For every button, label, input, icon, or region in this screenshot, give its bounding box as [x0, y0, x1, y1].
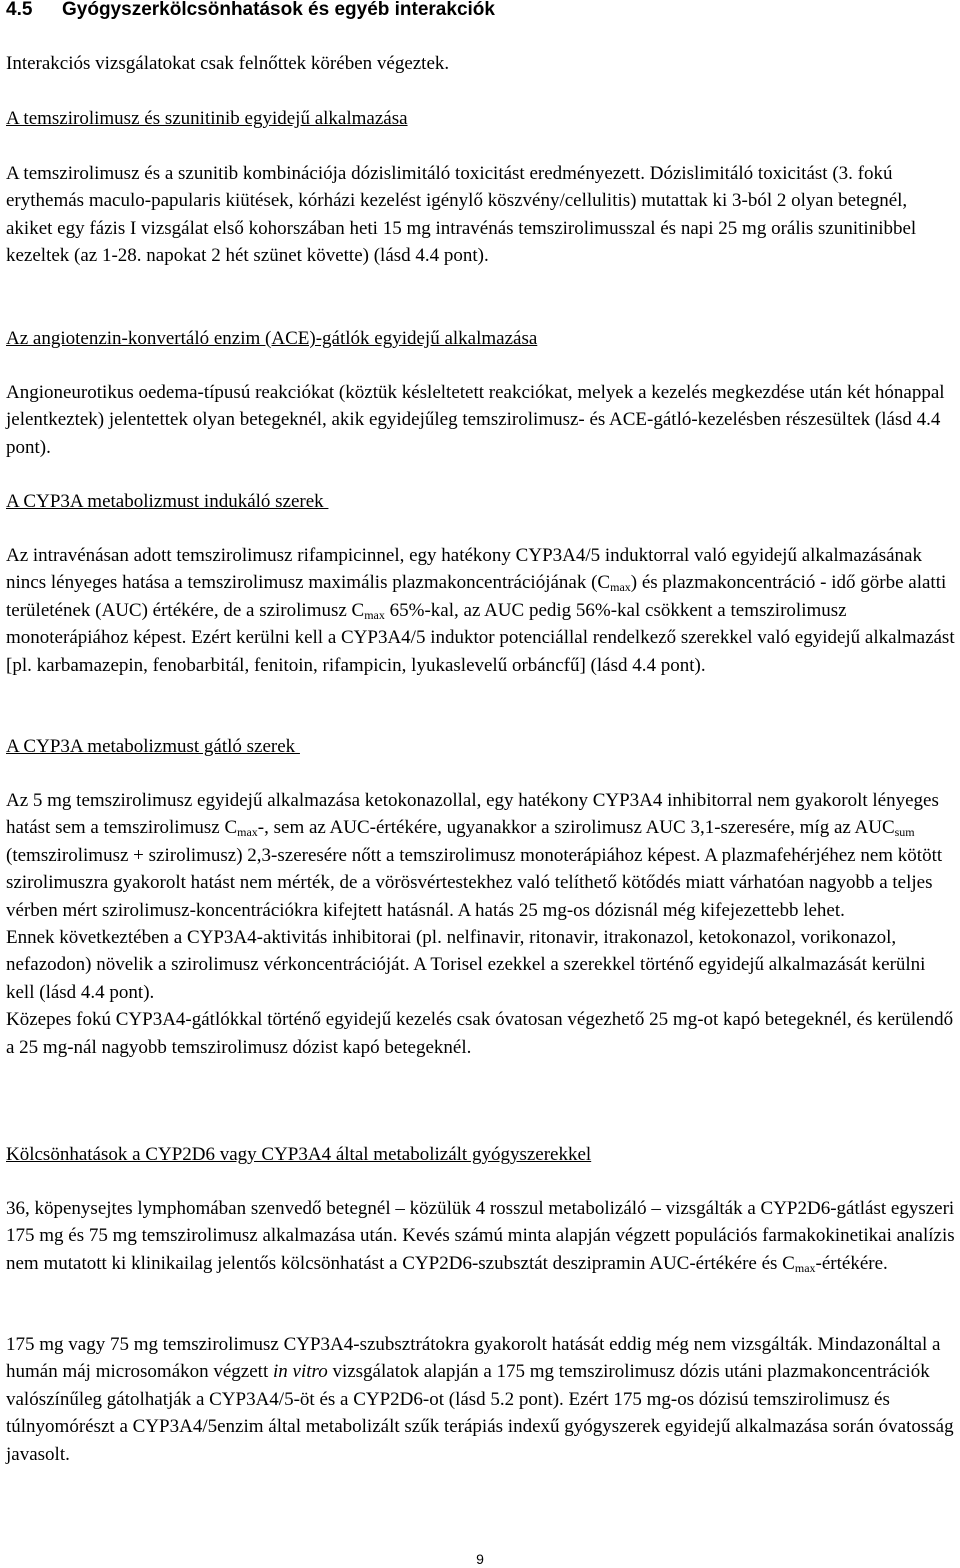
inhibitors-text-d: Ennek következtében a CYP3A4-aktivitás inhibitorai (pl. nelfinavir, ritonavir, itrakonazol, ketokonazol, vorikonazol, nefazodon) növelik a szirolimusz vérkoncentrációját. A Torisel ezekkel a szerekkel történő egyidejű alkalmazását kerülni kell (lásd 4.4 pont). — [6, 927, 926, 1003]
inhibitors-text-b: -, sem az AUC-értékére, ugyanakkor a szirolimusz AUC 3,1-szeresére, míg az AUC — [257, 817, 895, 839]
inhibitors-text-a: Az 5 mg temszirolimusz egyidejű alkalmazása ketokonazollal, egy hatékony CYP3A4 inhibitorral nem gyakorolt lényeges hatást sem a temszirolimusz C — [6, 790, 939, 839]
inhibitors-text-e: Közepes fokú CYP3A4-gátlókkal történő egyidejű kezelés csak óvatosan végezhető 25 mg-ot kapó betegeknél, és kerülendő a 25 mg-nál nagyobb temszirolimusz dózist kapó betegeknél. — [6, 1009, 954, 1058]
sunitinib-paragraph — [6, 160, 956, 270]
cyp2d6-paragraph-2 — [6, 1331, 956, 1468]
inhibitors-text-c: (temszirolimusz + szirolimusz) 2,3-szeresére nőtt a temszirolimusz monoterápiához képest. A plazmafehérjéhez nem kötött szirolimuszra gyakorolt hatást nem mérték, de a vörösvértestekhez való telíthető kötődés miatt várhatóan nagyobb a teljes vérben mért szirolimusz-koncentrációkra kifejtett hatásnál. A hatás 25 mg-os dózisnál még kifejezettebb lehet. — [6, 844, 943, 921]
page-number: 9 — [476, 1551, 484, 1567]
sunitinib-text: A temszirolimusz és a szunitib kombinációja dózislimitáló toxicitást eredményezett. Dózislimitáló toxicitást (3. fokú erythemás maculo-papularis kiütések, kórházi kezelést igénylő köszvény/cellulitis) mutattak ki 3-ból 2 olyan betegnél, akiket egy fázis I vizsgálat első kohorszában heti 15 mg intravénás temszirolimusszal és napi 25 mg orális szunitinibbel kezeltek (az 1-28. napokat 2 hét szünet követte) (lásd 4.4 pont). — [6, 163, 917, 267]
subscript-max: max — [364, 607, 385, 622]
ace-heading: Az angiotenzin-konvertáló enzim (ACE)-gátlók egyidejű alkalmazása — [6, 328, 538, 349]
subscript-max: max — [610, 580, 631, 595]
cyp2d6-text-a: 36, köpenysejtes lymphomában szenvedő betegnél – közülük 4 rosszul metabolizáló – vizsgálták a CYP2D6-gátlást egyszeri 175 mg és 75 mg temszirolimusz alkalmazása után. Kevés számú minta alapján végzett populációs farmakokinetikai analízis nem mutatott ki klinikailag jelentős kölcsönhatást a CYP2D6-szubsztát deszipramin AUC-értékére és C — [6, 1198, 955, 1274]
in-vitro-italic: in vitro — [272, 1361, 328, 1383]
inducers-paragraph — [6, 542, 956, 679]
subscript-max: max — [237, 825, 258, 840]
section-title: Gyógyszerkölcsönhatások és egyéb interakciók — [62, 0, 495, 20]
subscript-sum: sum — [894, 825, 915, 840]
section-number: 4.5 — [6, 0, 33, 20]
inducers-text-a: Az intravénásan adott temszirolimusz rifampicinnel, egy hatékony CYP3A4/5 induktorral való egyidejű alkalmazásának nincs lényeges hatása a temszirolimusz maximális plazmakoncentrációjának (C — [6, 545, 922, 594]
cyp2d6-paragraph-1 — [6, 1195, 956, 1277]
section-heading — [6, 0, 495, 23]
inducers-text-b: ) és plazmakoncentráció - idő görbe alatti területének (AUC) értékére, de a szirolimusz C — [6, 572, 947, 621]
sunitinib-heading: A temszirolimusz és szunitinib egyidejű alkalmazása — [6, 108, 408, 129]
inhibitors-heading: A CYP3A metabolizmust gátló szerek — [6, 736, 300, 757]
cyp2d6-text-b: -értékére. — [815, 1252, 888, 1274]
inducers-text-c: 65%-kal, az AUC pedig 56%-kal csökkent a temszirolimusz monoterápiához képest. Ezért kerülni kell a CYP3A4/5 induktor potenciállal rendelkező szerekkel való egyidejű alkalmazást [pl. karbamazepin, fenobarbitál, fenitoin, rifampicin, lyukaslevelű orbáncfű] (lásd 4.4 pont). — [6, 599, 955, 676]
cyp2d6-heading: Kölcsönhatások a CYP2D6 vagy CYP3A4 által metabolizált gyógyszerekkel — [6, 1144, 592, 1165]
intro-paragraph: Interakciós vizsgálatokat csak felnőttek körében végeztek. — [6, 53, 450, 74]
ace-text: Angioneurotikus oedema-típusú reakciókat (köztük késleltetett reakciókat, melyek a kezelés megkezdése után két hónappal jelentkeztek) jelentettek olyan betegeknél, akik egyidejűleg temszirolimusz- és ACE-gátló-kezelésben részesültek (lásd 4.4 pont). — [6, 382, 945, 458]
cyp2d6-text-d: vizsgálatok alapján a 175 mg temszirolimusz dózis utáni plazmakoncentrációk valószínűleg gátolhatják a CYP3A4/5-öt és a CYP2D6-ot (lásd 5.2 pont). Ezért 175 mg-os dózisú temszirolimusz és túlnyomórészt a CYP3A4/5enzim által metabolizált szűk terápiás indexű gyógyszerek egyidejű alkalmazása során óvatosság javasolt. — [6, 1361, 954, 1465]
inducers-heading: A CYP3A metabolizmust indukáló szerek — [6, 491, 329, 512]
subscript-max: max — [794, 1260, 816, 1275]
cyp2d6-text-c: 175 mg vagy 75 mg temszirolimusz CYP3A4-szubsztrátokra gyakorolt hatását eddig még nem vizsgálták. Mindazonáltal a humán máj microsomákon végzett — [6, 1334, 941, 1383]
ace-paragraph — [6, 379, 956, 461]
inhibitors-paragraph — [6, 787, 956, 1061]
